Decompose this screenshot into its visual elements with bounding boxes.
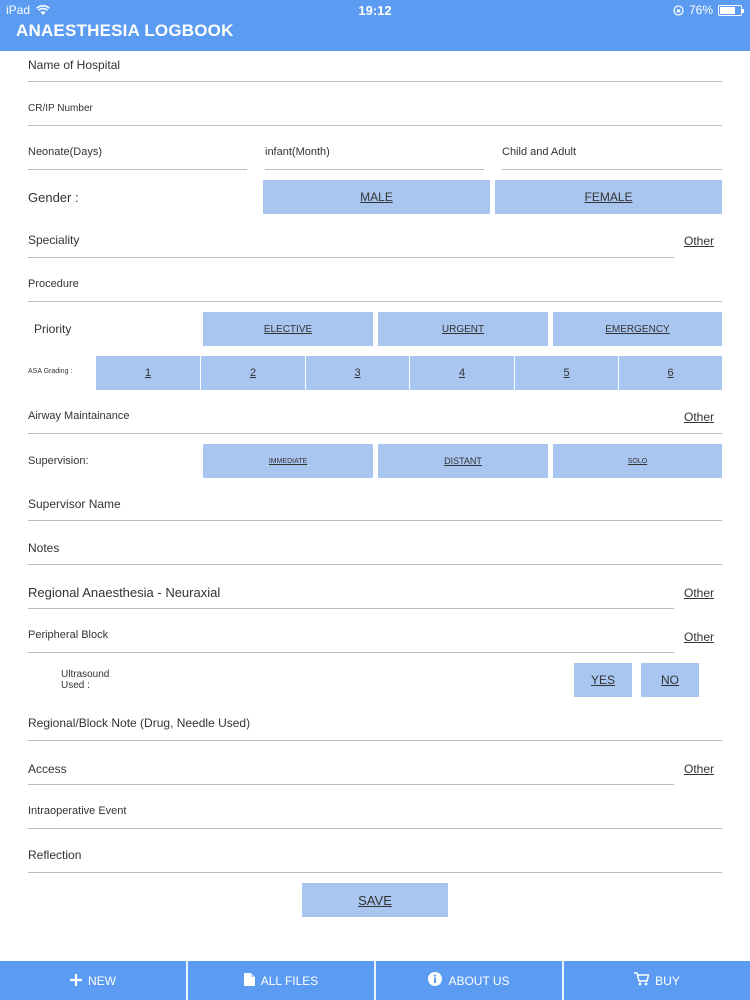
- save-button[interactable]: SAVE: [302, 883, 448, 917]
- access-label: Access: [28, 762, 67, 776]
- file-icon: [244, 973, 255, 989]
- asa-4-button[interactable]: 4: [410, 356, 514, 390]
- peripheral-block-other-link[interactable]: Other: [684, 630, 715, 644]
- tab-all-files[interactable]: [188, 961, 376, 1000]
- neuraxial-label: Regional Anaesthesia - Neuraxial: [28, 585, 221, 600]
- airway-label: Airway Maintainance: [28, 410, 130, 422]
- intraop-underline: [28, 828, 722, 829]
- supervision-distant-button[interactable]: DISTANT: [378, 444, 548, 478]
- block-note-underline: [28, 740, 722, 741]
- rotation-lock-icon: [673, 5, 684, 16]
- asa-3-button[interactable]: 3: [306, 356, 409, 390]
- speciality-label: Speciality: [28, 233, 80, 247]
- status-bar: [0, 0, 750, 20]
- tab-buy[interactable]: [564, 961, 750, 1000]
- speciality-other-link[interactable]: Other: [684, 234, 715, 248]
- tab-new-label: NEW: [88, 973, 116, 988]
- asa-1-button[interactable]: 1: [96, 356, 200, 390]
- infant-label: infant(Month): [265, 146, 330, 158]
- tab-about-us-label: ABOUT US: [448, 973, 510, 988]
- status-time: 19:12: [358, 3, 392, 18]
- supervision-immediate-button[interactable]: IMMEDIATE: [203, 444, 373, 478]
- ultrasound-label-used: Used :: [61, 680, 90, 691]
- intraop-label: Intraoperative Event: [28, 805, 127, 817]
- app-title: ANAESTHESIA LOGBOOK: [16, 21, 234, 40]
- child-adult-underline: [502, 169, 722, 170]
- app-header: [0, 0, 750, 51]
- battery-percent: 76%: [688, 3, 713, 17]
- supervisor-name-underline: [28, 520, 722, 521]
- male-button[interactable]: MALE: [263, 180, 490, 214]
- airway-underline: [28, 433, 722, 434]
- speciality-underline: [28, 257, 674, 258]
- cart-icon: [634, 972, 649, 989]
- priority-emergency-button[interactable]: EMERGENCY: [553, 312, 722, 346]
- asa-label: ASA Grading :: [28, 368, 73, 375]
- ultrasound-no-button[interactable]: NO: [641, 663, 699, 697]
- infant-underline: [265, 169, 484, 170]
- access-underline: [28, 784, 674, 785]
- neonate-label: Neonate(Days): [28, 146, 102, 158]
- supervisor-name-label: Supervisor Name: [28, 497, 121, 511]
- child-adult-label: Child and Adult: [502, 146, 576, 158]
- tab-all-files-label: ALL FILES: [260, 973, 319, 988]
- asa-6-button[interactable]: 6: [619, 356, 722, 390]
- supervision-solo-button[interactable]: SOLO: [553, 444, 722, 478]
- neuraxial-underline: [28, 608, 674, 609]
- ultrasound-yes-button[interactable]: YES: [574, 663, 632, 697]
- reflection-underline: [28, 872, 722, 873]
- neonate-underline: [28, 169, 247, 170]
- procedure-label: Procedure: [28, 278, 79, 290]
- ultrasound-label: Ultrasound: [61, 669, 110, 680]
- notes-label: Notes: [28, 541, 60, 555]
- plus-icon: [70, 973, 82, 989]
- device-name: iPad: [6, 3, 31, 17]
- procedure-underline: [28, 301, 722, 302]
- tab-buy-label: BUY: [655, 973, 680, 988]
- notes-underline: [28, 564, 722, 565]
- access-other-link[interactable]: Other: [684, 762, 715, 776]
- battery-icon: [718, 5, 742, 16]
- supervision-label: Supervision:: [28, 455, 89, 467]
- asa-5-button[interactable]: 5: [515, 356, 618, 390]
- priority-elective-button[interactable]: ELECTIVE: [203, 312, 373, 346]
- bottom-tab-bar: [0, 961, 750, 1000]
- priority-label: Priority: [34, 322, 72, 336]
- reflection-label: Reflection: [28, 848, 82, 862]
- priority-urgent-button[interactable]: URGENT: [378, 312, 548, 346]
- airway-other-link[interactable]: Other: [684, 410, 715, 424]
- neuraxial-other-link[interactable]: Other: [684, 586, 715, 600]
- peripheral-block-label: Peripheral Block: [28, 629, 109, 641]
- block-note-label: Regional/Block Note (Drug, Needle Used): [28, 716, 251, 730]
- info-icon: [428, 972, 442, 989]
- hospital-underline: [28, 81, 722, 82]
- female-button[interactable]: FEMALE: [495, 180, 722, 214]
- gender-label: Gender :: [28, 190, 79, 205]
- tab-about-us[interactable]: [376, 961, 564, 1000]
- tab-new[interactable]: [0, 961, 188, 1000]
- hospital-label: Name of Hospital: [28, 58, 121, 72]
- crip-label: CR/IP Number: [28, 103, 93, 114]
- peripheral-block-underline: [28, 652, 674, 653]
- asa-2-button[interactable]: 2: [201, 356, 305, 390]
- crip-underline: [28, 125, 722, 126]
